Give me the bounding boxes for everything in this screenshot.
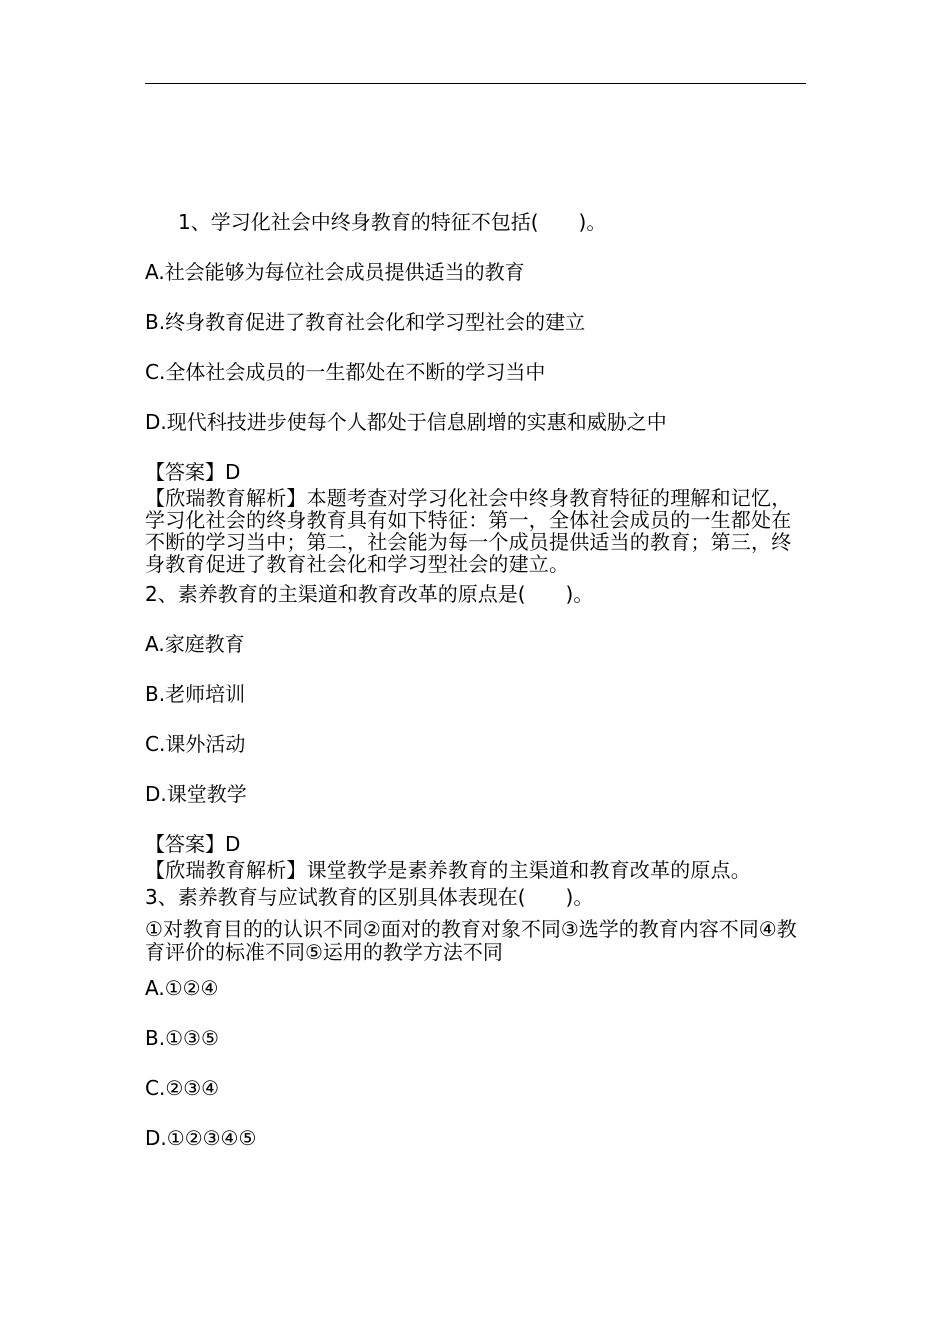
question-3-option-a: A.①②④: [145, 976, 219, 1000]
question-3-title: 3、素养教育与应试教育的区别具体表现在( )。: [145, 885, 594, 909]
question-list: [145, 210, 807, 1150]
question-1-option-b: B.终身教育促进了教育社会化和学习型社会的建立: [145, 310, 586, 334]
question-1-answer: 【答案】D: [145, 460, 241, 484]
question-1-analysis: 【欣瑞教育解析】本题考查对学习化社会中终身教育特征的理解和记忆，学习化社会的终身教育具有如下特征：第一，全体社会成员的一生都处在不断的学习当中；第二，社会能为每一个成员提供适当的教育；第三，终身教育促进了教育社会化和学习型社会的建立。: [145, 486, 792, 576]
question-2-analysis: 【欣瑞教育解析】课堂教学是素养教育的主渠道和教育改革的原点。: [145, 858, 751, 882]
question-1-option-a: A.社会能够为每位社会成员提供适当的教育: [145, 260, 525, 284]
question-2-answer: 【答案】D: [145, 832, 241, 856]
question-3-option-c: C.②③④: [145, 1076, 220, 1100]
question-1-option-c: C.全体社会成员的一生都处在不断的学习当中: [145, 360, 546, 384]
header-rule: [145, 83, 806, 84]
question-3-option-b: B.①③⑤: [145, 1026, 219, 1050]
question-2-option-c: C.课外活动: [145, 732, 246, 756]
question-2-option-a: A.家庭教育: [145, 632, 245, 656]
question-2-title: 2、素养教育的主渠道和教育改革的原点是( )。: [145, 582, 594, 606]
question-2-option-d: D.课堂教学: [145, 782, 247, 806]
question-3-statement: ①对教育目的的认识不同②面对的教育对象不同③选学的教育内容不同④教育评价的标准不同⑤运用的教学方法不同: [145, 917, 797, 964]
question-3-option-d: D.①②③④⑤: [145, 1126, 257, 1150]
question-1-option-d: D.现代科技进步使每个人都处于信息剧增的实惠和威胁之中: [145, 410, 667, 434]
question-2-option-b: B.老师培训: [145, 682, 246, 706]
question-1-title: 1、学习化社会中终身教育的特征不包括( )。: [178, 210, 607, 234]
